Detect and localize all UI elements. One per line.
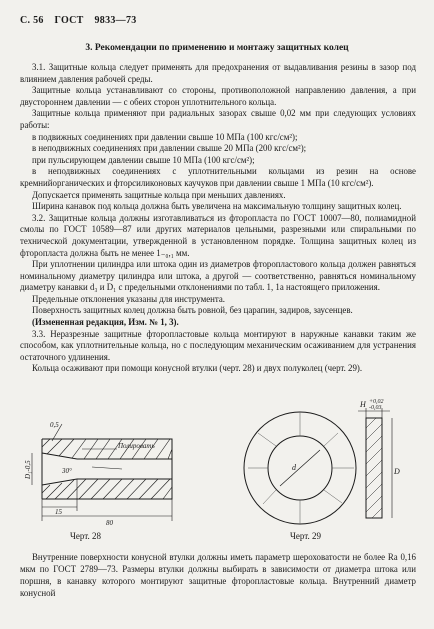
length-b-label: 80 — [106, 519, 113, 527]
paragraph: 3.3. Неразрезные защитные фторопластовые кольца монтируют в наружные канавки таким же способом, как уплотнительные кольца, но с последующим механическим осаживанием для устранения остаточного удлинения. — [20, 328, 416, 362]
tolerance-upper-label: +0,02 — [369, 399, 384, 405]
paragraph: в неподвижных соединениях при давлении свыше 20 МПа (200 кгс/см²); — [32, 143, 307, 154]
paragraph: при пульсирующем давлении свыше 10 МПа (100 кгс/см²); — [32, 154, 255, 165]
paragraph: Защитные кольца устанавливают со стороны, противоположной направлению давления, а при двустороннем давлении — с обеих сторон уплотнительного кольца. — [20, 85, 416, 107]
paragraph: При уплотнении цилиндра или штока один из диаметров фторопластового кольца должен равняться номинальному диаметру цилиндра или штока, а другой — соответственно, равняться номинальному диаметру канавки d₃ и D₁ с предельными отклонениями по табл. 1, 1а настоящего приложения. — [20, 259, 416, 293]
amendment-note: (Измененная редакция, Изм. № 1, 3). — [32, 317, 179, 328]
continued-text — [20, 551, 416, 599]
section-title: 3. Рекомендации по применению и монтажу защитных колец — [85, 43, 349, 53]
body-text — [20, 62, 416, 375]
polish-label: Полировать — [118, 442, 155, 450]
figure-28-caption: Черт. 28 — [70, 531, 101, 541]
page-header — [20, 15, 145, 26]
standard-label: ГОСТ — [54, 15, 84, 26]
figure-29-drawing — [228, 398, 408, 530]
chamfer-label: 0,5 — [50, 421, 59, 429]
paragraph: в подвижных соединениях при давлении свыше 10 МПа (100 кгс/см²); — [32, 131, 298, 142]
tolerance-lower-label: -0,03 — [369, 405, 382, 411]
length-a-label: 15 — [55, 508, 62, 516]
paragraph: Защитные кольца применяют при радиальных зазорах свыше 0,02 мм при следующих условиях работы: — [20, 108, 416, 130]
diameter-label: D₁-0,5 — [24, 460, 32, 479]
standard-number: 9833—73 — [94, 15, 137, 26]
paragraph: Кольца осаживают при помощи конусной втулки (черт. 28) и двух полуколец (черт. 29). — [32, 363, 363, 374]
height-label: H — [360, 400, 366, 409]
paragraph: Предельные отклонения указаны для инструмента. — [32, 293, 226, 304]
figure-29-caption: Черт. 29 — [290, 531, 321, 541]
page-number: С. 56 — [20, 15, 44, 26]
inner-diameter-label: d — [292, 463, 296, 472]
figure-28-drawing — [22, 419, 192, 529]
paragraph: 3.2. Защитные кольца должны изготавливаться из фторопласта по ГОСТ 10007—80, полиамидной смолы по ГОСТ 10589—87 или других материалов цельными, разрезными или спиральными по технической документации, утвержденной в установленном порядке. Толщина защитных колец из фторопласта должна быть не менее 1₋₀,₁ мм. — [20, 212, 416, 258]
paragraph: Поверхность защитных колец должна быть ровной, без царапин, задиров, заусенцев. — [32, 305, 353, 316]
outer-diameter-label: D — [394, 467, 400, 476]
paragraph: Ширина канавок под кольца должна быть увеличена на максимальную толщину защитных колец. — [32, 201, 402, 212]
paragraph: Допускается применять защитные кольца при меньших давлениях. — [32, 189, 286, 200]
paragraph: в неподвижных соединениях с уплотнительными кольцами из резин на основе кремнийорганических и фторсиликоновых каучуков при давлении свыше 1 МПа (10 кгс/см²). — [20, 166, 416, 188]
angle-label: 30° — [62, 467, 72, 475]
paragraph: Внутренние поверхности конусной втулки должны иметь параметр шероховатости не более Ra 0,16 мкм по ГОСТ 2789—73. Размеры втулки должны выбирать в зависимости от диаметра штока или поршня, в канавку которого монтируют защитные фторопластовые кольца. Внутренний диаметр конусной — [20, 552, 416, 598]
paragraph: 3.1. Защитные кольца следует применять для предохранения от выдавливания резины в зазор под влиянием давления рабочей среды. — [20, 62, 416, 84]
